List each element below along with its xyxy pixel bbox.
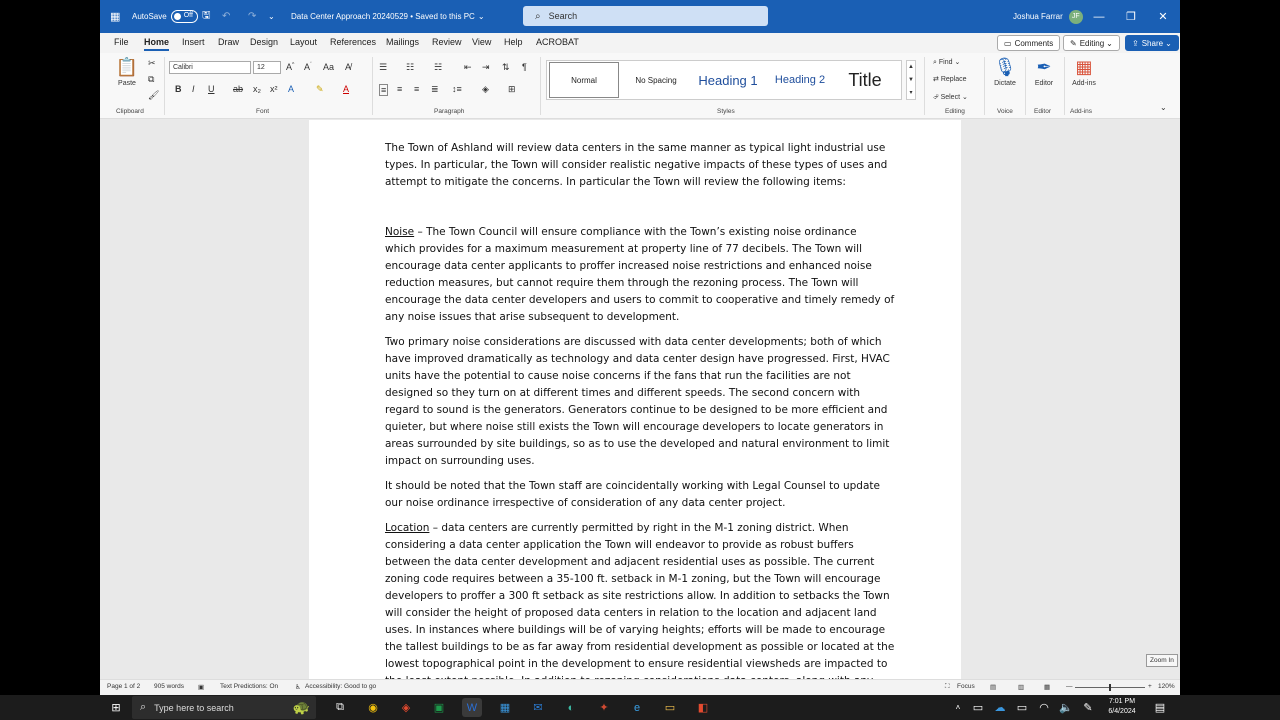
- read-mode-icon[interactable]: ▤: [990, 684, 997, 691]
- zoom-tooltip: Zoom In: [1146, 654, 1178, 667]
- text-line: zoning code requires between a 35-100 ft. setback in M-1 zoning, but the Town will encourage: [385, 573, 881, 585]
- chevron-up-icon[interactable]: ˄: [955, 703, 961, 712]
- search-icon: ⌕: [140, 701, 147, 713]
- word-window: [100, 0, 1180, 695]
- increase-indent-icon[interactable]: ⇥: [482, 62, 490, 72]
- replace-icon: ⇄: [933, 76, 939, 83]
- comment-icon: ▭: [1004, 38, 1012, 48]
- battery-icon[interactable]: ▭: [1016, 702, 1028, 714]
- onedrive-icon[interactable]: ☁: [994, 702, 1006, 714]
- zoom-out-icon[interactable]: —: [1066, 683, 1073, 690]
- accessibility-status[interactable]: Accessibility: Good to go: [305, 683, 377, 690]
- replace-label: Replace: [940, 76, 967, 83]
- clock-time: 7:01 PM: [1108, 698, 1136, 705]
- word-count[interactable]: 905 words: [154, 683, 184, 690]
- close-icon[interactable]: ✕: [1158, 11, 1168, 23]
- style-heading-1[interactable]: Heading 1: [698, 72, 758, 88]
- line-spacing-icon[interactable]: ↕≡: [452, 84, 462, 94]
- text-line: attempt to mitigate the concerns. In particular the Town will review the following items:: [385, 176, 846, 188]
- addins-label: Add-ins: [1072, 80, 1096, 87]
- font-color-icon[interactable]: A: [343, 84, 350, 94]
- text-line: have improved dramatically as technology and data center design have progressed. First, HVAC: [385, 353, 890, 365]
- paragraph-note: [385, 478, 895, 512]
- ribbon-tabs: [100, 33, 1180, 53]
- search-placeholder: Search: [548, 11, 578, 21]
- empty-paragraph: [385, 199, 895, 224]
- justify-icon[interactable]: ≣: [431, 84, 439, 94]
- chevron-down-icon: ⌄: [477, 12, 485, 21]
- focus-icon[interactable]: ⛶: [945, 683, 950, 690]
- paste-button[interactable]: [108, 57, 146, 87]
- format-painter-icon[interactable]: 🖌: [148, 90, 160, 100]
- font-size-box[interactable]: 12: [253, 61, 281, 74]
- ribbon-separator: [540, 57, 541, 115]
- text-line: between the data center development and adjacent residential uses as possible. The current: [385, 556, 875, 568]
- font-name-box[interactable]: Calibri: [169, 61, 251, 74]
- paste-label: Paste: [118, 80, 136, 87]
- chrome-icon[interactable]: ◉: [368, 702, 378, 714]
- grow-font-icon[interactable]: A^: [286, 62, 295, 72]
- text-line: designed so they turn on at different times and different speeds. The second concern with: [385, 387, 861, 399]
- group-label-paragraph: Paragraph: [434, 108, 465, 115]
- tab-file[interactable]: File: [114, 37, 129, 47]
- zoom-level[interactable]: 120%: [1158, 683, 1175, 690]
- group-label-styles: Styles: [717, 108, 735, 115]
- group-label-addins: Add-ins: [1070, 108, 1093, 115]
- autosave-state: Off: [183, 12, 193, 19]
- pilcrow-icon[interactable]: ¶: [522, 62, 527, 72]
- redo-icon[interactable]: ↷: [248, 11, 257, 22]
- text-line: areas surrounded by site buildings, so as to use the developed and natural environment to limit: [385, 438, 890, 450]
- text-line: It should be noted that the Town staff are coincidentally working with Legal Counsel to update: [385, 480, 880, 492]
- text-line: any noise issues that arise subsequent to development.: [385, 311, 680, 323]
- undo-icon[interactable]: ↶: [222, 11, 231, 22]
- replace-button[interactable]: [933, 75, 967, 83]
- text-line: our noise ordinance irrespective of consideration of any data center project.: [385, 497, 786, 509]
- proofing-icon[interactable]: ▣: [198, 684, 205, 691]
- user-name[interactable]: Joshua Farrar: [1013, 12, 1063, 21]
- search-highlight-icon: 🐢: [292, 699, 310, 715]
- multilevel-list-icon[interactable]: ☵: [434, 62, 443, 72]
- tab-acrobat[interactable]: ACROBAT: [536, 37, 579, 47]
- tray-icon[interactable]: ▭: [972, 702, 984, 714]
- text-line: which provides for a maximum measurement at property line of 77 decibels. The Town will: [385, 243, 863, 255]
- autosave-label: AutoSave: [132, 12, 167, 21]
- paragraph-noise: [385, 224, 895, 326]
- taskbar-search-placeholder: Type here to search: [154, 702, 234, 713]
- style-heading-2[interactable]: Heading 2: [774, 74, 826, 86]
- comments-button[interactable]: [997, 35, 1060, 51]
- share-icon: ⇪: [1132, 38, 1139, 48]
- text-line: Two primary noise considerations are discussed with data center developments; both of which: [385, 336, 882, 348]
- text-line: uses. In instances where buildings will be of varying heights; efforts will be made to encourage: [385, 624, 886, 636]
- share-label: Share: [1141, 38, 1164, 48]
- clear-formatting-icon[interactable]: A̸: [345, 62, 352, 72]
- paragraph-intro: [385, 140, 895, 191]
- edge-icon[interactable]: ◐: [567, 701, 575, 714]
- tab-help[interactable]: Help: [504, 37, 523, 47]
- text-line: will consider the height of proposed data centers in relation to the location and adjacent land: [385, 607, 877, 619]
- word-app-icon[interactable]: ▦: [110, 11, 121, 23]
- print-layout-icon[interactable]: ▥: [1018, 684, 1025, 691]
- taskbar: [0, 695, 1280, 720]
- sort-icon[interactable]: ⇅: [502, 62, 510, 72]
- search-icon: ⌕: [535, 10, 541, 22]
- comments-label: Comments: [1014, 38, 1054, 48]
- wifi-icon[interactable]: ◠: [1039, 702, 1049, 714]
- minimize-icon[interactable]: —: [1093, 10, 1105, 23]
- text-line: – The Town Council will ensure compliance with the Town’s existing noise ordinance: [414, 226, 857, 238]
- text-line: quieter, but where noise still exists the Town will encourage developers to locate generators in: [385, 421, 884, 433]
- location-heading: Location: [385, 522, 430, 534]
- borders-icon[interactable]: ⊞: [508, 84, 516, 94]
- tab-references[interactable]: References: [330, 37, 377, 47]
- find-button[interactable]: ⌕ Find ⌄: [933, 59, 961, 66]
- superscript-icon[interactable]: x²: [270, 84, 278, 94]
- tab-insert[interactable]: Insert: [182, 37, 205, 47]
- dictate-button[interactable]: [985, 57, 1025, 87]
- tab-home[interactable]: Home: [144, 37, 170, 47]
- text-line: reduction measures, but cannot require them through the rezoning process. The Town will: [385, 277, 859, 289]
- text-effects-icon[interactable]: A: [288, 84, 295, 94]
- text-line: regard to sound is the generators. Generators continue to be designed to be more efficient and: [385, 404, 888, 416]
- document-page[interactable]: [309, 120, 961, 720]
- document-body[interactable]: [385, 140, 895, 698]
- grid-icon: ▦: [1075, 57, 1093, 77]
- zoom-in-icon[interactable]: +: [1148, 683, 1152, 690]
- document-title[interactable]: [291, 0, 485, 33]
- tab-mailings[interactable]: Mailings: [386, 37, 420, 47]
- text-line: the tallest buildings to be as far away from residential development as possible or located at the: [385, 641, 895, 653]
- cut-icon[interactable]: ✂: [148, 58, 156, 68]
- editing-mode-button[interactable]: [1063, 35, 1120, 51]
- maximize-icon[interactable]: ❐: [1126, 11, 1136, 23]
- tab-view[interactable]: View: [472, 37, 492, 47]
- addins-button[interactable]: [1064, 57, 1104, 87]
- web-layout-icon[interactable]: ▦: [1044, 684, 1051, 691]
- zoom-slider[interactable]: [1075, 687, 1145, 688]
- editor-button[interactable]: [1024, 57, 1064, 87]
- clipboard-icon: 📋: [115, 57, 139, 77]
- title-bar: [100, 0, 1180, 33]
- windows-start-icon[interactable]: ⊞: [111, 702, 121, 714]
- more-styles-icon[interactable]: ▾: [909, 90, 913, 96]
- volume-icon[interactable]: 🔈: [1059, 702, 1073, 714]
- group-label-editing: Editing: [945, 108, 965, 115]
- change-case-icon[interactable]: Aa: [323, 62, 335, 72]
- bullets-icon[interactable]: ☰: [379, 62, 388, 72]
- ribbon: [100, 53, 1180, 119]
- file-explorer-icon[interactable]: ▭: [664, 702, 676, 714]
- microphone-icon: 🎙: [993, 57, 1017, 77]
- tab-review[interactable]: Review: [432, 37, 462, 47]
- align-left-icon[interactable]: ≡: [381, 85, 387, 95]
- avatar[interactable]: JF: [1069, 10, 1083, 24]
- paragraph-location: [385, 520, 895, 690]
- paragraph-considerations: [385, 334, 895, 470]
- autosave-toggle[interactable]: [171, 10, 198, 23]
- shrink-font-icon[interactable]: $A^ˇ$: [304, 62, 312, 72]
- text-line: encourage the data center developers and users to commit to cooperative and timely remedy of: [385, 294, 895, 306]
- text-line: The Town of Ashland will review data centers in the same manner as typical light industrial use: [385, 142, 886, 154]
- status-bar: [100, 679, 1180, 695]
- internet-explorer-icon[interactable]: e: [633, 701, 641, 714]
- tab-layout[interactable]: Layout: [290, 37, 318, 47]
- pdf-icon[interactable]: ◧: [697, 702, 709, 714]
- word-icon[interactable]: W: [462, 698, 482, 717]
- chevron-up-icon[interactable]: ▲: [908, 64, 914, 70]
- cursor-icon: ⮰: [933, 94, 939, 101]
- clock-date: 6/4/2024: [1108, 708, 1136, 715]
- style-no-spacing[interactable]: No Spacing: [635, 75, 677, 85]
- group-label-editor: Editor: [1034, 108, 1051, 115]
- text-line: – data centers are currently permitted by right in the M-1 zoning district. When: [429, 522, 849, 534]
- ribbon-separator: [164, 57, 165, 115]
- notifications-icon[interactable]: ▤: [1154, 702, 1166, 714]
- group-label-voice: Voice: [997, 108, 1013, 115]
- subscript-icon[interactable]: x₂: [253, 84, 261, 94]
- text-predictions-status[interactable]: Text Predictions: On: [220, 683, 279, 690]
- accessibility-icon: ♿: [295, 684, 301, 691]
- ribbon-separator: [924, 57, 925, 115]
- excel-icon[interactable]: ▣: [433, 702, 445, 714]
- search-box[interactable]: [523, 6, 768, 26]
- text-line: developers to proffer a 300 ft setback as site restrictions allow. In addition to setbacks the Town: [385, 590, 890, 602]
- calculator-icon[interactable]: ▦: [499, 702, 511, 714]
- document-canvas[interactable]: [100, 120, 1180, 679]
- style-title[interactable]: Title: [848, 69, 882, 90]
- underline-icon[interactable]: U: [208, 84, 215, 94]
- acrobat-icon[interactable]: ◈: [401, 702, 411, 714]
- editor-label: Editor: [1034, 80, 1054, 87]
- decrease-indent-icon[interactable]: ⇤: [464, 62, 472, 72]
- noise-heading: Noise: [385, 226, 415, 238]
- select-label: Select: [940, 94, 961, 101]
- style-normal[interactable]: Normal: [549, 62, 619, 98]
- tab-draw[interactable]: Draw: [218, 37, 240, 47]
- shading-icon[interactable]: ◈: [482, 84, 489, 94]
- document-title-text: Data Center Approach 20240529 • Saved to this PC: [291, 12, 475, 21]
- dictate-label: Dictate: [994, 80, 1016, 87]
- customize-toolbar-icon[interactable]: ⌄: [268, 12, 275, 21]
- tab-design[interactable]: Design: [250, 37, 279, 47]
- styles-gallery: [546, 60, 902, 100]
- share-button[interactable]: [1125, 35, 1179, 51]
- save-icon[interactable]: 🖫: [202, 10, 211, 21]
- outlook-icon[interactable]: ✉: [533, 702, 543, 714]
- chevron-down-icon: ⌄: [1106, 38, 1113, 48]
- text-line: types. In particular, the Town will consider realistic negative impacts of these types of uses and: [385, 159, 888, 171]
- chevron-down-icon: ⌄: [1165, 38, 1172, 48]
- ribbon-separator: [372, 57, 373, 115]
- taskbar-search[interactable]: [132, 696, 316, 719]
- styles-scroll[interactable]: [906, 60, 916, 100]
- collapse-ribbon-icon[interactable]: ⌄: [1160, 103, 1167, 112]
- text-line: lowest topographical point in the development to ensure residential viewsheds are impacted to: [385, 658, 888, 670]
- text-line: encourage data center applicants to proffer increased noise restrictions and enhanced noise: [385, 260, 872, 272]
- clock[interactable]: [1100, 697, 1144, 717]
- pen-icon[interactable]: ✎: [1083, 702, 1093, 714]
- text-line: units have the potential to cause noise concerns if the fans that run the facilities are not: [385, 370, 851, 382]
- pencil-icon: ✎: [1070, 38, 1077, 48]
- text-line: considering a data center application the Town will endeavor to provide as robust buffers: [385, 539, 854, 551]
- search-icon: ⌕: [933, 59, 937, 66]
- focus-label[interactable]: Focus: [957, 683, 975, 690]
- task-view-icon[interactable]: ⧉: [336, 701, 344, 713]
- group-label-clipboard: Clipboard: [116, 108, 144, 115]
- chevron-down-icon[interactable]: ▼: [908, 77, 914, 83]
- align-center-icon[interactable]: ≡: [397, 84, 403, 94]
- copy-icon[interactable]: ⧉: [148, 74, 155, 84]
- highlight-icon[interactable]: ✎: [316, 84, 324, 94]
- text-line: impact on surrounding uses.: [385, 455, 535, 467]
- find-label: Find: [938, 59, 953, 66]
- strikethrough-icon[interactable]: ab: [233, 84, 244, 94]
- editor-pen-icon: ✒: [1036, 57, 1052, 77]
- page-count[interactable]: Page 1 of 2: [107, 683, 141, 690]
- align-right-icon[interactable]: ≡: [414, 84, 420, 94]
- bold-icon[interactable]: B: [175, 84, 182, 94]
- app-icon[interactable]: ✦: [599, 702, 609, 714]
- italic-icon[interactable]: I: [192, 84, 195, 94]
- editing-label: Editing: [1079, 38, 1105, 48]
- select-button[interactable]: ⮰ Select ⌄: [933, 94, 968, 101]
- group-label-font: Font: [256, 108, 270, 115]
- numbering-icon[interactable]: ☷: [406, 62, 415, 72]
